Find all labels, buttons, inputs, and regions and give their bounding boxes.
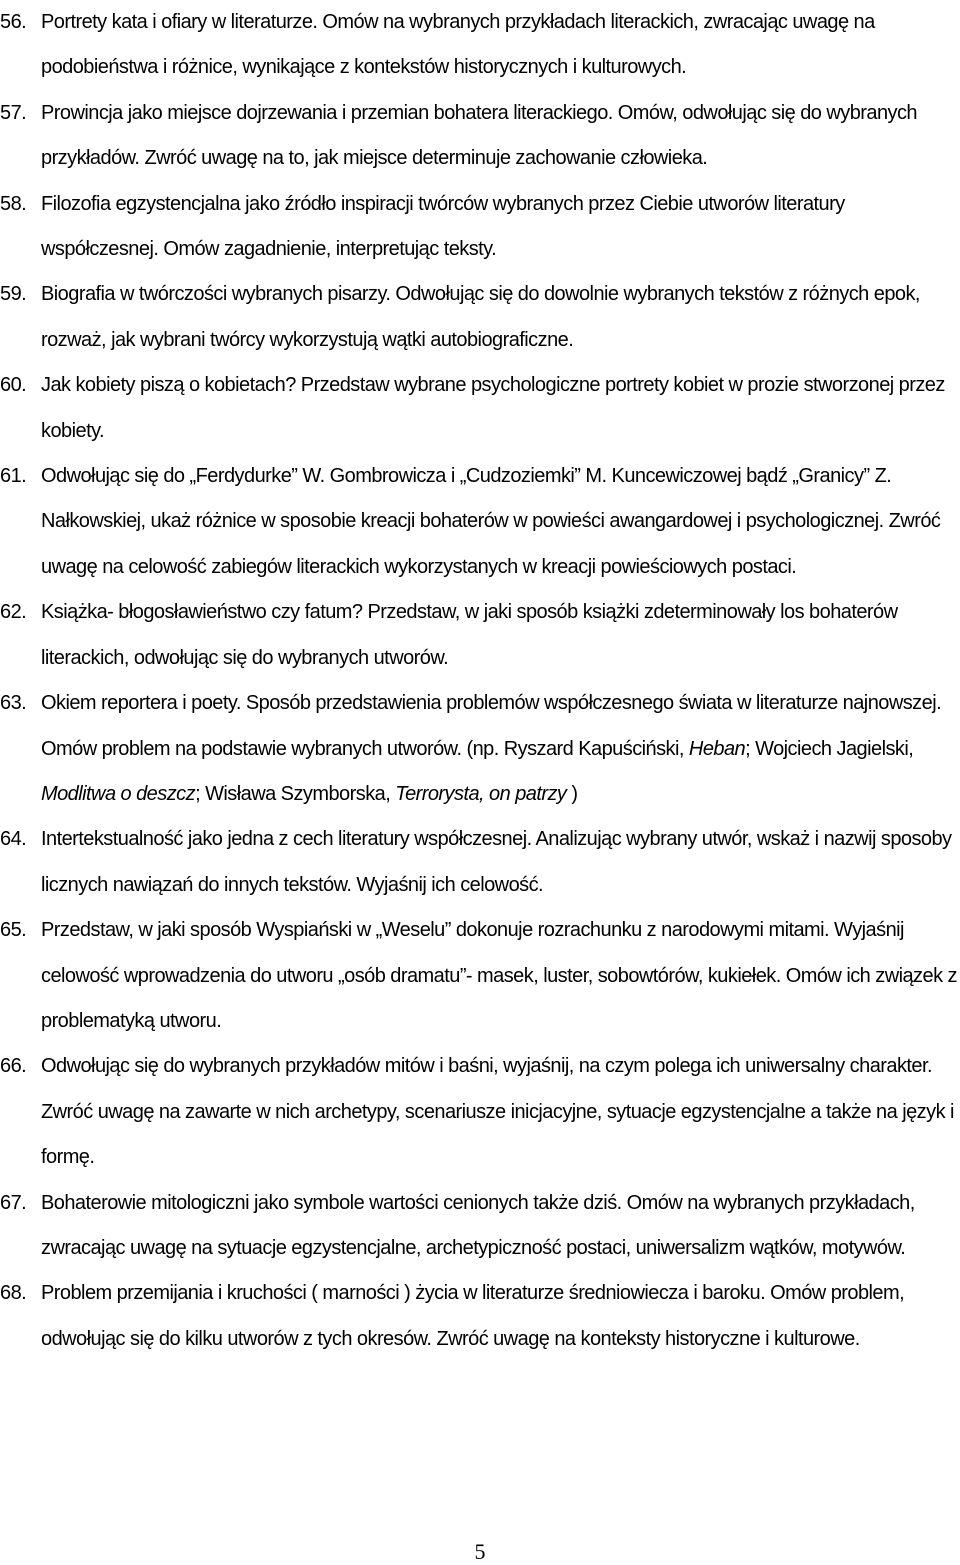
topic-text-segment: ) (566, 782, 578, 805)
topic-number: 63. (0, 692, 27, 715)
topic-text-segment: Bohaterowie mitologiczni jako symbole wartości cenionych także dziś. Omów na wybranych przykładach, zwracając uwagę na sytuacje egzystencjalne, archetypiczność postaci, uniwersalizm wątków, motywów. (41, 1191, 915, 1259)
topic-text-segment: Odwołując się do wybranych przykładów mitów i baśni, wyjaśnij, na czym polega ich uniwersalny charakter. Zwróć uwagę na zawarte w nich archetypy, scenariusze inicjacyjne, sytuacje egzystencjalne a także na język i formę. (41, 1055, 954, 1169)
topic-number: 65. (0, 919, 27, 942)
topic-item (0, 908, 960, 1044)
topic-item (0, 1044, 960, 1180)
topic-text-segment: Okiem reportera i poety. Sposób przedstawienia problemów współczesnego świata w literaturze najnowszej. Omów problem na podstawie wybranych utworów. (np. Ryszard Kapuściński, (41, 692, 942, 760)
topic-number: 60. (0, 374, 27, 397)
topic-item (0, 1271, 960, 1362)
topic-text (41, 681, 960, 817)
topic-text (41, 817, 960, 908)
topic-number: 62. (0, 601, 27, 624)
topic-text (41, 272, 960, 363)
topic-text-segment: Odwołując się do „Ferdydurke” W. Gombrowicza i „Cudzoziemki” M. Kuncewiczowej bądź „Granicy” Z. Nałkowskiej, ukaż różnice w sposobie kreacji bohaterów w powieści awangardowej i psychologicznej. Zwróć uwagę na celowość zabiegów literackich wykorzystanych w kreacji powieściowych postaci. (41, 465, 941, 578)
topic-text (41, 908, 960, 1044)
topic-text (41, 0, 960, 91)
topic-number: 58. (0, 192, 27, 215)
topic-text-segment: Biografia w twórczości wybranych pisarzy. Odwołując się do dowolnie wybranych tekstów z różnych epok, rozważ, jak wybrani twórcy wykorzystują wątki autobiograficzne. (41, 283, 920, 351)
topic-item (0, 0, 960, 91)
topic-item (0, 590, 960, 681)
topic-number: 67. (0, 1191, 27, 1214)
topic-item (0, 817, 960, 908)
topic-item (0, 454, 960, 590)
work-title: Terrorysta, on patrzy (395, 782, 567, 805)
work-title: Heban (688, 737, 746, 760)
topic-item (0, 182, 960, 273)
topic-item (0, 91, 960, 182)
topic-item (0, 363, 960, 454)
topic-text-segment: Przedstaw, w jaki sposób Wyspiański w „Weselu” dokonuje rozrachunku z narodowymi mitami. Wyjaśnij celowość wprowadzenia do utworu „osób dramatu”- masek, luster, sobowtórów, kukiełek. Omów ich związek z problematyką utworu. (41, 919, 957, 1032)
page-number: 5 (474, 1539, 486, 1564)
topic-item (0, 681, 960, 817)
topic-text-segment: ; Wojciech Jagielski, (745, 737, 914, 760)
topic-text-segment: Problem przemijania i kruchości ( marności ) życia w literaturze średniowiecza i baroku. Omów problem, odwołując się do kilku utworów z tych okresów. Zwróć uwagę na konteksty historyczne i kulturowe. (41, 1282, 905, 1350)
topic-text (41, 1044, 960, 1180)
topic-item (0, 1181, 960, 1272)
topic-text (41, 363, 960, 454)
topic-number: 59. (0, 283, 27, 306)
topic-text (41, 182, 960, 273)
topic-text (41, 1181, 960, 1272)
topic-text-segment: Jak kobiety piszą o kobietach? Przedstaw wybrane psychologiczne portrety kobiet w prozie stworzonej przez kobiety. (41, 374, 945, 442)
topic-text-segment: Prowincja jako miejsce dojrzewania i przemian bohatera literackiego. Omów, odwołując się do wybranych przykładów. Zwróć uwagę na to, jak miejsce determinuje zachowanie człowieka. (41, 101, 918, 170)
topic-number: 68. (0, 1282, 27, 1305)
topic-text (41, 91, 960, 182)
topic-text (41, 1271, 960, 1362)
topic-text (41, 454, 960, 590)
topic-item (0, 272, 960, 363)
topic-text-segment: Intertekstualność jako jedna z cech literatury współczesnej. Analizując wybrany utwór, wskaż i nazwij sposoby licznych nawiązań do innych tekstów. Wyjaśnij ich celowość. (41, 828, 952, 896)
topic-text (41, 590, 960, 681)
topic-number: 66. (0, 1055, 27, 1078)
topic-number: 56. (0, 11, 27, 33)
topic-number: 57. (0, 101, 27, 124)
topic-text-segment: Filozofia egzystencjalna jako źródło inspiracji twórców wybranych przez Ciebie utworów literatury współczesnej. Omów zagadnienie, interpretując teksty. (41, 192, 845, 261)
topic-text-segment: Portrety kata i ofiary w literaturze. Omów na wybranych przykładach literackich, zwracając uwagę na podobieństwa i różnice, wynikające z kontekstów historycznych i kulturowych. (41, 11, 875, 79)
topic-number: 64. (0, 828, 27, 851)
topic-number: 61. (0, 465, 27, 488)
topic-text-segment: ; Wisława Szymborska, (195, 782, 396, 805)
topic-text-segment: Książka- błogosławieństwo czy fatum? Przedstaw, w jaki sposób książki zdeterminowały los bohaterów literackich, odwołując się do wybranych utworów. (41, 601, 898, 669)
work-title: Modlitwa o deszcz (41, 782, 196, 805)
